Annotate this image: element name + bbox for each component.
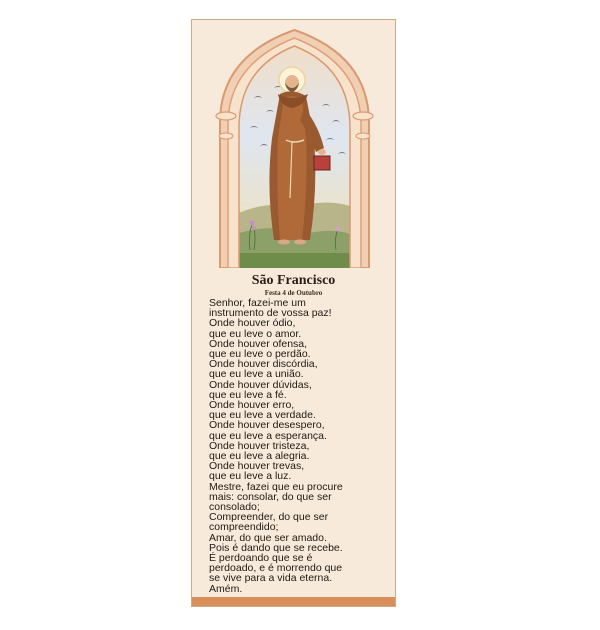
prayer-line: Onde houver erro,	[209, 399, 295, 412]
prayer-line: Onde houver trevas,	[209, 460, 305, 473]
prayer-line: consolado;	[209, 501, 260, 514]
prayer-line: Compreender, do que ser	[209, 511, 329, 524]
prayer-line: Onde houver ódio,	[209, 317, 296, 330]
prayer-line: Amar, do que ser amado.	[209, 531, 327, 544]
prayer-line: Mestre, fazei que eu procure	[209, 480, 343, 493]
prayer-card	[191, 19, 396, 607]
prayer-line: mais: consolar, do que ser	[209, 490, 332, 503]
saint-illustration	[214, 28, 375, 268]
prayer-line: Pois é dando que se recebe.	[209, 541, 343, 554]
prayer-line: Senhor, fazei-me um	[209, 297, 306, 309]
feast-date-subtitle: Festa 4 de Outubro	[264, 289, 323, 297]
saint-image-frame	[214, 28, 375, 268]
prayer-line: Onde houver tristeza,	[209, 439, 310, 452]
prayer-line: Amém.	[209, 582, 243, 595]
prayer-line: instrumento de vossa paz!	[209, 307, 332, 320]
prayer-line: que eu leve a união.	[209, 368, 304, 381]
prayer-line: que eu leve a alegria.	[209, 450, 310, 463]
prayer-line: que eu leve a verdade.	[209, 409, 316, 422]
prayer-line: perdoado, e é morrendo que	[209, 562, 343, 575]
prayer-line: Onde houver ofensa,	[209, 337, 308, 350]
prayer-line: É perdoando que se é	[209, 552, 313, 565]
prayer-text	[209, 298, 395, 594]
prayer-line: que eu leve a luz.	[209, 470, 292, 483]
prayer-line: que eu leve o amor.	[209, 327, 302, 340]
prayer-line: compreendido;	[209, 521, 279, 534]
accent-bar	[192, 597, 395, 606]
prayer-line: que eu leve o perdão.	[209, 348, 311, 361]
saint-name-title: São Francisco	[251, 273, 336, 288]
prayer-line: que eu leve a esperança.	[209, 429, 327, 442]
prayer-line: Onde houver desespero,	[209, 419, 325, 432]
prayer-line: se vive para a vida eterna.	[209, 572, 333, 585]
prayer-line: Onde houver discórdia,	[209, 358, 318, 371]
prayer-line: que eu leve a fé.	[209, 388, 287, 401]
prayer-line: Onde houver dúvidas,	[209, 378, 312, 391]
